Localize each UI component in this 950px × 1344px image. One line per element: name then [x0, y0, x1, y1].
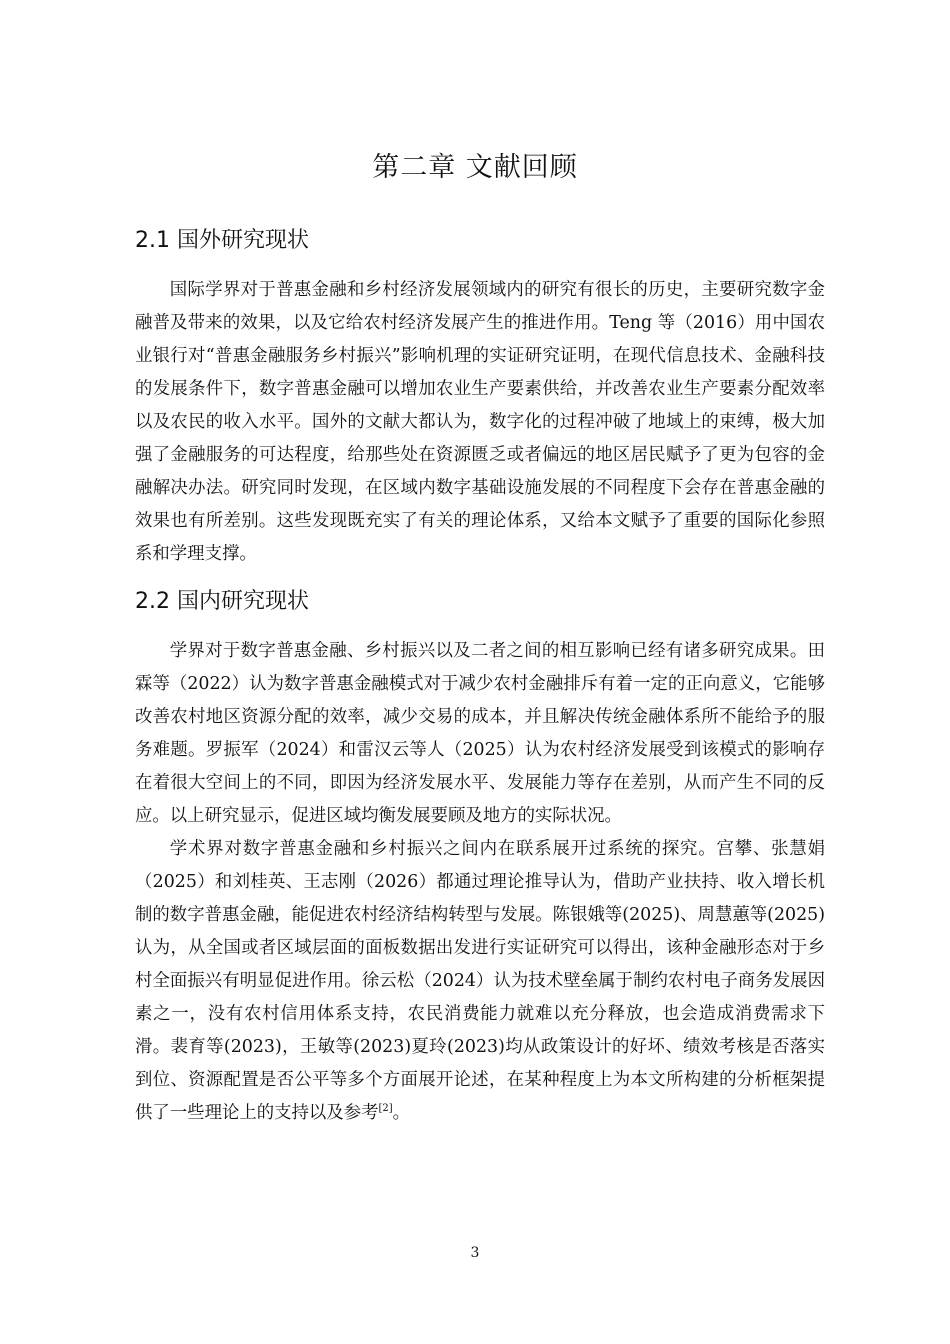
- section-body-foreign-research: [135, 274, 825, 571]
- paragraph: 学界对于数字普惠金融、乡村振兴以及二者之间的相互影响已经有诸多研究成果。田霖等（2022）认为数字普惠金融模式对于减少农村金融排斥有着一定的正向意义，它能够改善农村地区资源分配的效率，减少交易的成本，并且解决传统金融体系所不能给予的服务难题。罗振军（2024）和雷汉云等人（2025）认为农村经济发展受到该模式的影响存在着很大空间上的不同，即因为经济发展水平、发展能力等存在差别，从而产生不同的反应。以上研究显示，促进区域均衡发展要顾及地方的实际状况。: [135, 641, 825, 826]
- section-heading-domestic-research: 2.2 国内研究现状: [135, 589, 309, 614]
- section-body-domestic-research: [135, 635, 825, 1130]
- paragraph-end-punctuation: 。: [392, 1103, 411, 1123]
- citation-reference: [2]: [378, 1103, 393, 1115]
- chapter-title: 第二章 文献回顾: [372, 152, 578, 183]
- paragraph: [135, 833, 825, 1130]
- paragraph-text: 学术界对数字普惠金融和乡村振兴之间内在联系展开过系统的探究。宫攀、张慧娟（2025）和刘桂英、王志刚（2026）都通过理论推导认为，借助产业扶持、收入增长机制的数字普惠金融，能促进农村经济结构转型与发展。陈银娥等(2025)、周慧蕙等(2025)认为，从全国或者区域层面的面板数据出发进行实证研究可以得出，该种金融形态对于乡村全面振兴有明显促进作用。徐云松（2024）认为技术壁垒属于制约农村电子商务发展因素之一，没有农村信用体系支持，农民消费能力就难以充分释放，也会造成消费需求下滑。裴育等(2023)，王敏等(2023)夏玲(2023)均从政策设计的好坏、绩效考核是否落实到位、资源配置是否公平等多个方面展开论述，在某种程度上为本文所构建的分析框架提供了一些理论上的支持以及参考: [135, 839, 825, 1123]
- page-number: 3: [470, 1245, 480, 1261]
- section-heading-foreign-research: 2.1 国外研究现状: [135, 228, 309, 253]
- paragraph: 国际学界对于普惠金融和乡村经济发展领域内的研究有很长的历史，主要研究数字金融普及带来的效果，以及它给农村经济发展产生的推进作用。Teng 等（2016）用中国农业银行对“普惠金融服务乡村振兴”影响机理的实证研究证明，在现代信息技术、金融科技的发展条件下，数字普惠金融可以增加农业生产要素供给，并改善农业生产要素分配效率以及农民的收入水平。国外的文献大都认为，数字化的过程冲破了地域上的束缚，极大加强了金融服务的可达程度，给那些处在资源匮乏或者偏远的地区居民赋予了更为包容的金融解决办法。研究同时发现，在区域内数字基础设施发展的不同程度下会存在普惠金融的效果也有所差别。这些发现既充实了有关的理论体系，又给本文赋予了重要的国际化参照系和学理支撑。: [135, 280, 825, 564]
